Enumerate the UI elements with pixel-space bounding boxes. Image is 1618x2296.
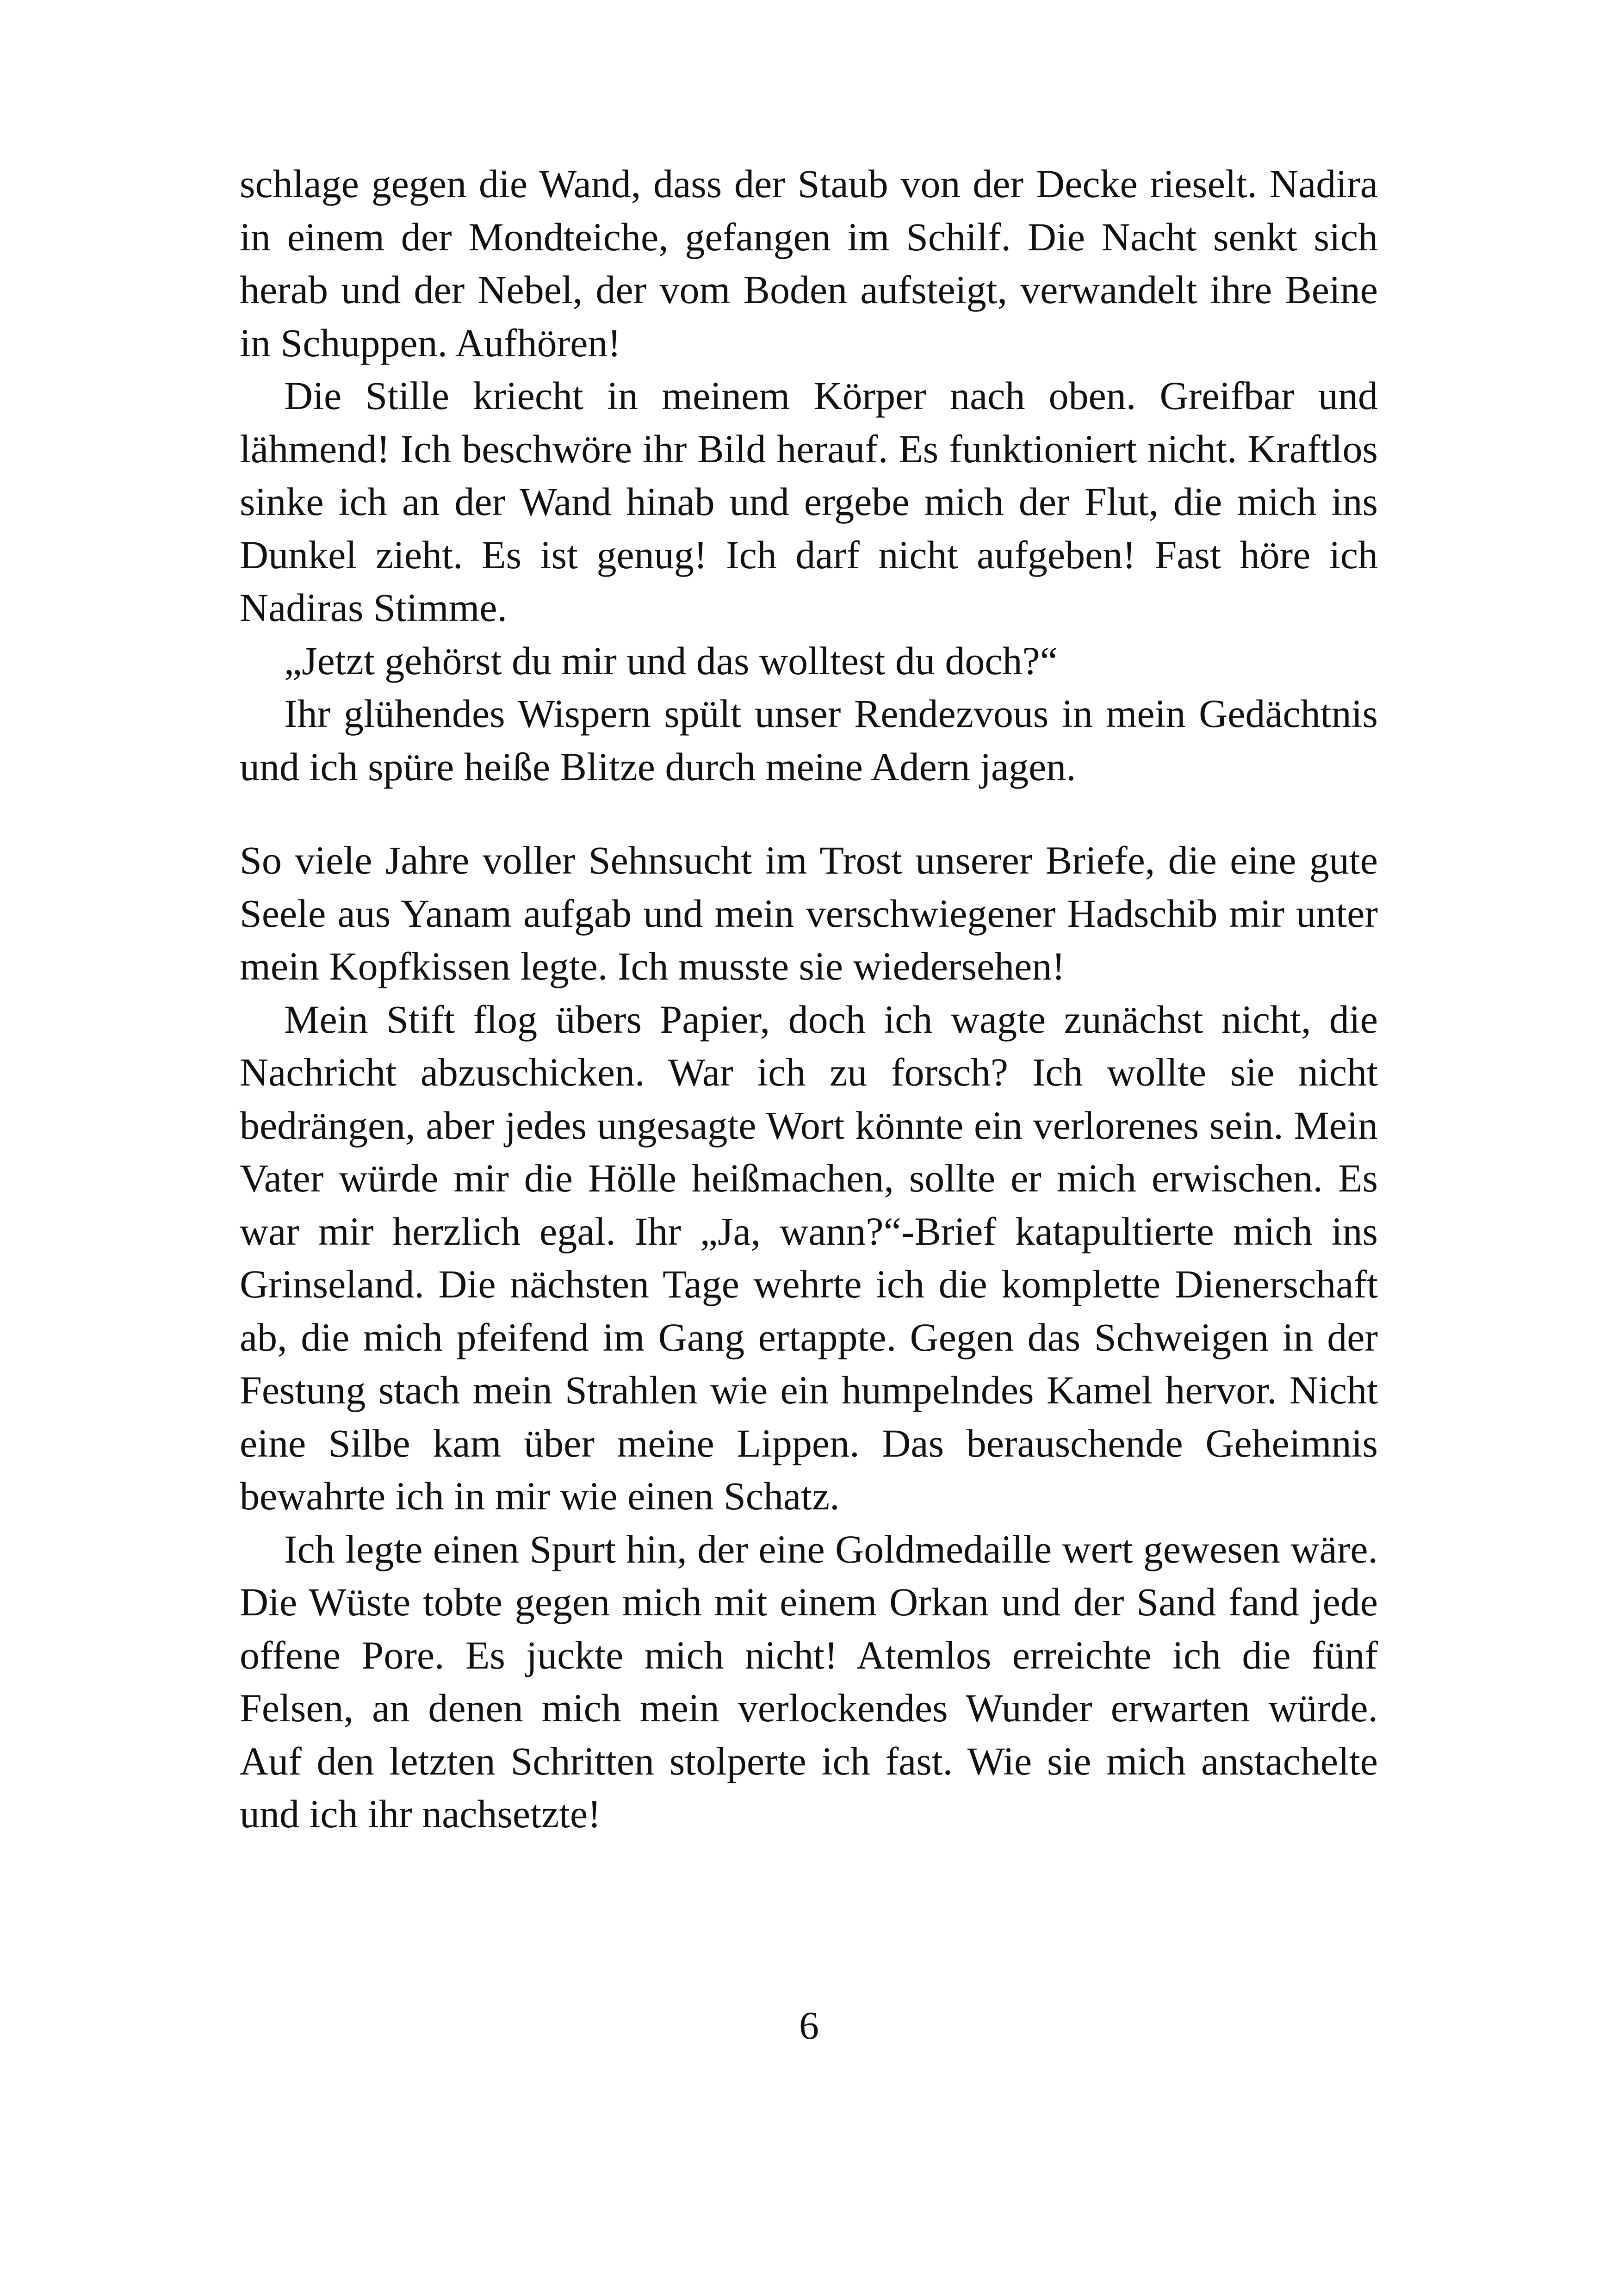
paragraph-dialogue: „Jetzt gehörst du mir und das wolltest du doch?“ bbox=[284, 638, 1058, 683]
paragraph: Mein Stift flog übers Papier, doch ich wagte zunächst nicht, die Nachricht abzuschicken. War ich zu forsch? Ich wollte sie nicht bedrängen, aber jedes ungesagte Wort könnte ein verlorenes sein. Mein Vater würde mir die Hölle heißmachen, sollte er mich erwischen. Es war mir herzlich egal. Ihr „Ja, wann?“-Brief katapultierte mich ins Grinseland. Die nächsten Tage wehrte ich die komplette Dienerschaft ab, die mich pfeifend im Gang ertappte. Gegen das Schweigen in der Festung stach mein Strahlen wie ein humpelndes Kamel hervor. Nicht eine Silbe kam über meine Lippen. Das berauschende Geheimnis bewahrte ich in mir wie einen Schatz. bbox=[240, 997, 1378, 1518]
page-number: 6 bbox=[799, 2003, 819, 2048]
paragraph-section-start: So viele Jahre voller Sehnsucht im Trost unserer Briefe, die eine gute Seele aus Yanam aufgab und mein verschwiegener Hadschib mir unter mein Kopfkissen legte. Ich musste sie wiedersehen! bbox=[240, 838, 1378, 988]
paragraph-continued: schlage gegen die Wand, dass der Staub von der Decke rieselt. Nadira in einem der Mondteiche, gefangen im Schilf. Die Nacht senkt sich herab und der Nebel, der vom Boden aufsteigt, verwandelt ihre Beine in Schuppen. Aufhören! bbox=[240, 161, 1378, 365]
paragraph: Ihr glühendes Wispern spült unser Rendezvous in mein Gedächtnis und ich spüre heiße Blitze durch meine Adern jagen. bbox=[240, 691, 1378, 789]
text-section-1 bbox=[240, 157, 1378, 793]
paragraph: Die Stille kriecht in meinem Körper nach oben. Greifbar und lähmend! Ich beschwöre ihr Bild herauf. Es funktioniert nicht. Kraftlos sinke ich an der Wand hinab und ergebe mich der Flut, die mich ins Dunkel zieht. Es ist genug! Ich darf nicht aufgeben! Fast höre ich Nadiras Stimme. bbox=[240, 373, 1378, 630]
text-section-2 bbox=[240, 834, 1378, 1841]
paragraph: Ich legte einen Spurt hin, der eine Goldmedaille wert gewesen wäre. Die Wüste tobte gegen mich mit einem Orkan und der Sand fand jede offene Pore. Es juckte mich nicht! Atemlos erreichte ich die fünf Felsen, an denen mich mein verlockendes Wunder erwarten würde. Auf den letzten Schritten stolperte ich fast. Wie sie mich anstachelte und ich ihr nachsetzte! bbox=[240, 1527, 1378, 1836]
